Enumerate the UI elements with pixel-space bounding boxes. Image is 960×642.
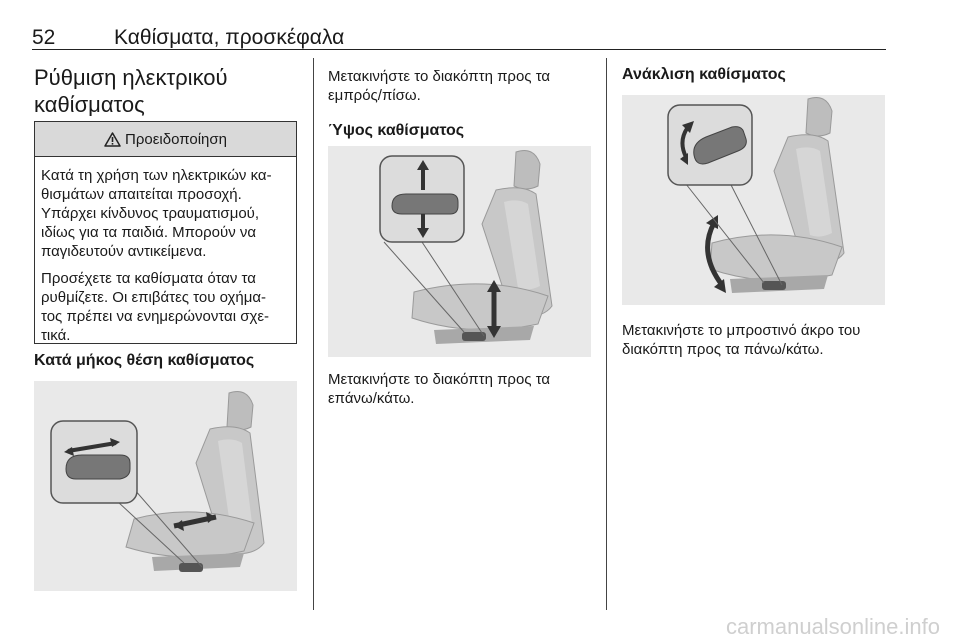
warning-line: ιδίως για τα παιδιά. Μπορούν να [41, 224, 257, 241]
column-divider-1 [313, 58, 314, 610]
section-heading [34, 64, 228, 118]
longitudinal-heading: Κατά μήκος θέση καθίσματος [34, 352, 255, 369]
text-line: Μετακινήστε το μπροστινό άκρο του [622, 322, 861, 339]
warning-line: θισμάτων απαιτείται προσοχή. [41, 186, 242, 203]
warning-paragraph-1 [41, 166, 290, 261]
watermark: carmanualsonline.info [725, 614, 940, 639]
text-line: επάνω/κάτω. [328, 390, 415, 407]
warning-line: τος πρέπει να ενημερώνονται σχε- [41, 308, 270, 325]
longitudinal-instructions [328, 67, 550, 105]
running-title: Καθίσματα, προσκέφαλα [114, 26, 345, 49]
warning-box [34, 121, 297, 344]
height-heading: Ύψος καθίσματος [328, 122, 465, 139]
warning-paragraph-2 [41, 269, 290, 345]
page-header [32, 26, 886, 48]
text-line: διακόπτη προς τα πάνω/κάτω. [622, 341, 824, 358]
height-instructions [328, 370, 550, 408]
seat-height-illustration [328, 146, 591, 357]
page-number: 52 [32, 26, 56, 49]
warning-title: Προειδοποίηση [125, 130, 227, 148]
header-rule [32, 49, 886, 50]
warning-icon [104, 132, 121, 147]
seat-illustration-svg [34, 381, 297, 591]
warning-line: Προσέχετε τα καθίσματα όταν τα [41, 270, 256, 287]
section-heading-line2: καθίσματος [34, 92, 145, 117]
seat-longitudinal-illustration [34, 381, 297, 591]
seat-illustration-svg [622, 95, 885, 305]
warning-line: ρυθμίζετε. Οι επιβάτες του οχήμα- [41, 289, 267, 306]
text-line: Μετακινήστε το διακόπτη προς τα [328, 371, 551, 388]
warning-line: Κατά τη χρήση των ηλεκτρικών κα- [41, 167, 272, 184]
column-divider-2 [606, 58, 607, 610]
warning-body [35, 157, 296, 345]
text-line: εμπρός/πίσω. [328, 87, 421, 104]
warning-header [35, 122, 296, 157]
text-line: Μετακινήστε το διακόπτη προς τα [328, 68, 551, 85]
warning-line: παγιδευτούν αντικείμενα. [41, 243, 207, 260]
warning-line: Υπάρχει κίνδυνος τραυματισμού, [41, 205, 260, 222]
section-heading-line1: Ρύθμιση ηλεκτρικού [34, 65, 228, 90]
seat-tilt-illustration [622, 95, 885, 305]
seat-illustration-svg [328, 146, 591, 357]
tilt-heading: Ανάκλιση καθίσματος [622, 66, 786, 83]
warning-line: τικά. [41, 327, 71, 344]
tilt-instructions [622, 321, 860, 359]
